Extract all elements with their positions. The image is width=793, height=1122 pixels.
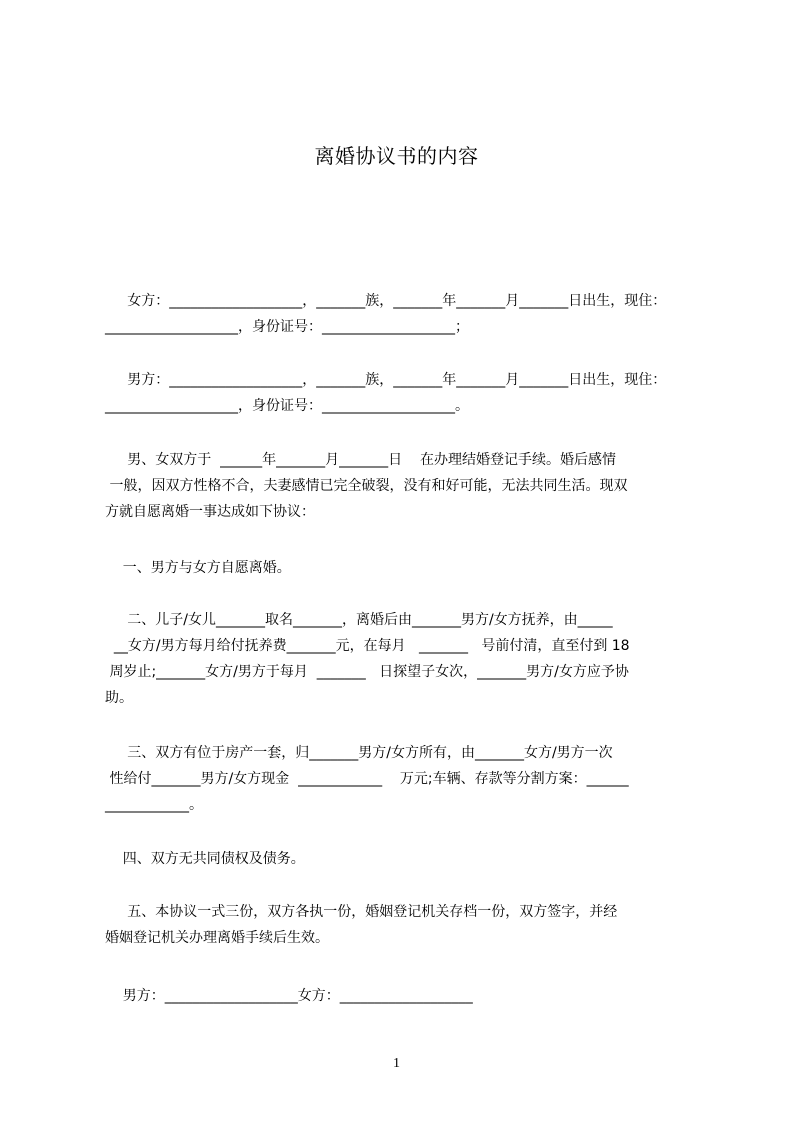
- clause-5-paragraph: [105, 899, 705, 951]
- woman-info-paragraph: [105, 288, 705, 340]
- clause-4-paragraph: [105, 846, 705, 872]
- clause-3-paragraph: [105, 740, 705, 818]
- marriage-background-line-3: 方就自愿离婚一事达成如下协议：: [105, 504, 315, 520]
- man-info-line-1: 男方：___________________，_______族，_______年_______月_______日出生，现住：: [105, 372, 667, 388]
- clause-2-line-4: 助。: [105, 690, 133, 706]
- clause-1-line-1: 一、男方与女方自愿离婚。: [105, 560, 291, 576]
- clause-5-line-1: 五、本协议一式三份，双方各执一份，婚姻登记机关存档一份，双方签字，并经: [105, 904, 618, 920]
- marriage-background-line-2: 一般，因双方性格不合，夫妻感情已完全破裂，没有和好可能，无法共同生活。现双: [105, 478, 628, 494]
- marriage-background-line-1: 男、女双方于 ______年_______月_______日 在办理结婚登记手续。婚后感情: [105, 452, 616, 468]
- marriage-background-paragraph: [105, 447, 705, 525]
- clause-3-line-3: ____________。: [105, 797, 203, 813]
- document-title: 离婚协议书的内容: [314, 144, 479, 168]
- page-number: 1: [393, 1056, 400, 1071]
- woman-info-line-2: ___________________，身份证号：___________________；: [105, 319, 469, 335]
- clause-3-line-1: 三、双方有位于房产一套，归_______男方/女方所有，由_______女方/男方一次: [105, 745, 613, 761]
- clause-2-line-2: __女方/男方每月给付抚养费_______元，在每月 _______ 号前付清，直至付到 18: [105, 638, 630, 654]
- signature-paragraph: [105, 983, 705, 1009]
- clause-5-line-2: 婚姻登记机关办理离婚手续后生效。: [105, 930, 329, 946]
- clause-2-paragraph: [105, 607, 705, 711]
- clause-4-line-1: 四、双方无共同债权及债务。: [105, 851, 305, 867]
- man-info-paragraph: [105, 367, 705, 419]
- clause-3-line-2: 性给付_______男方/女方现金 ____________ 万元;车辆、存款等分割方案：______: [105, 771, 629, 787]
- clause-2-line-3: 周岁止;_______女方/男方于每月 _______ 日探望子女次，_______男方/女方应予协: [105, 664, 629, 680]
- woman-info-line-1: 女方：___________________，_______族，_______年_______月_______日出生，现住：: [105, 293, 667, 309]
- clause-1-paragraph: [105, 555, 705, 581]
- signature-line: 男方：___________________女方：___________________: [105, 988, 473, 1004]
- clause-2-line-1: 二、儿子/女儿_______取名_______，离婚后由_______男方/女方抚养，由_____: [105, 612, 613, 628]
- man-info-line-2: ___________________，身份证号：___________________。: [105, 398, 469, 414]
